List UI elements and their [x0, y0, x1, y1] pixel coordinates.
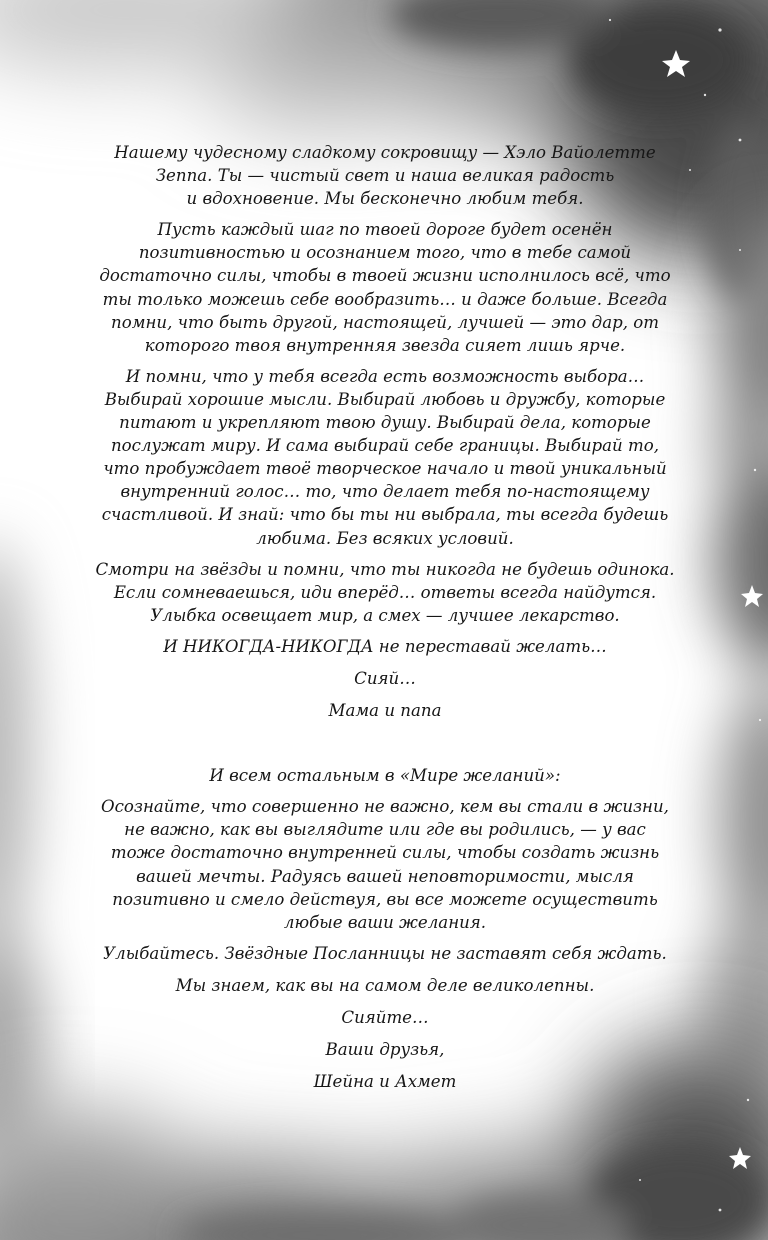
readers-paragraph: Улыбайтесь. Звёздные Посланницы не заставят себя ждать.: [103, 943, 667, 963]
dedication-signature: Мама и папа: [328, 701, 442, 721]
dedication-paragraph: И НИКОГДА-НИКОГДА не переставай желать…: [163, 636, 607, 656]
readers-paragraph: Мы знаем, как вы на самом деле великолепны.: [175, 975, 595, 995]
dedication-paragraph: Смотри на звёзды и помни, что ты никогда не будешь одинока. Если сомневаешься, иди вперёд… ответы всегда найдутся. Улыбка освещает мир, а смех — лучшее лекарство.: [95, 559, 675, 625]
readers-signature: Ваши друзья,: [325, 1040, 445, 1060]
readers-intro: И всем остальным в «Мире желаний»:: [209, 766, 561, 786]
section-spacer: [90, 730, 680, 764]
dedication-paragraph: Пусть каждый шаг по твоей дороге будет осенён позитивностью и осознанием того, что в тебе самой достаточно силы, чтобы в твоей жизни исполнилось всё, что ты только можешь себе вообразить… и даже больше. Всегда помни, что быть другой, настоящей, лучшей — это дар, от которого твоя внутренняя звезда сияет лишь ярче.: [99, 220, 671, 355]
readers-closing: Сияйте…: [341, 1008, 429, 1027]
readers-signature: Шейна и Ахмет: [313, 1072, 457, 1092]
dedication-closing: Сияй…: [354, 668, 416, 688]
dedication-text: [90, 141, 680, 1101]
dedication-paragraph: И помни, что у тебя всегда есть возможность выбора… Выбирай хорошие мысли. Выбирай любовь и дружбу, которые питают и укрепляют твою душу. Выбирай дела, которые послужат миру. И сама выбирай себе границы. Выбирай то, что пробуждает твоё творческое начало и твой уникальный внутренний голос… то, что делает тебя по-настоящему счастливой. И знай: что бы ты ни выбрала, ты всегда будешь любима. Без всяких условий.: [101, 366, 669, 548]
dedication-paragraph: Нашему чудесному сладкому сокровищу — Хэло Вайолетте Зеппа. Ты — чистый свет и наша великая радость и вдохновение. Мы бесконечно любим тебя.: [114, 143, 656, 209]
readers-paragraph: Осознайте, что совершенно не важно, кем вы стали в жизни, не важно, как вы выглядите или где вы родились, — у вас тоже достаточно внутренней силы, чтобы создать жизнь вашей мечты. Радуясь вашей неповторимости, мысля позитивно и смело действуя, вы все можете осуществить любые ваши желания.: [101, 797, 669, 932]
